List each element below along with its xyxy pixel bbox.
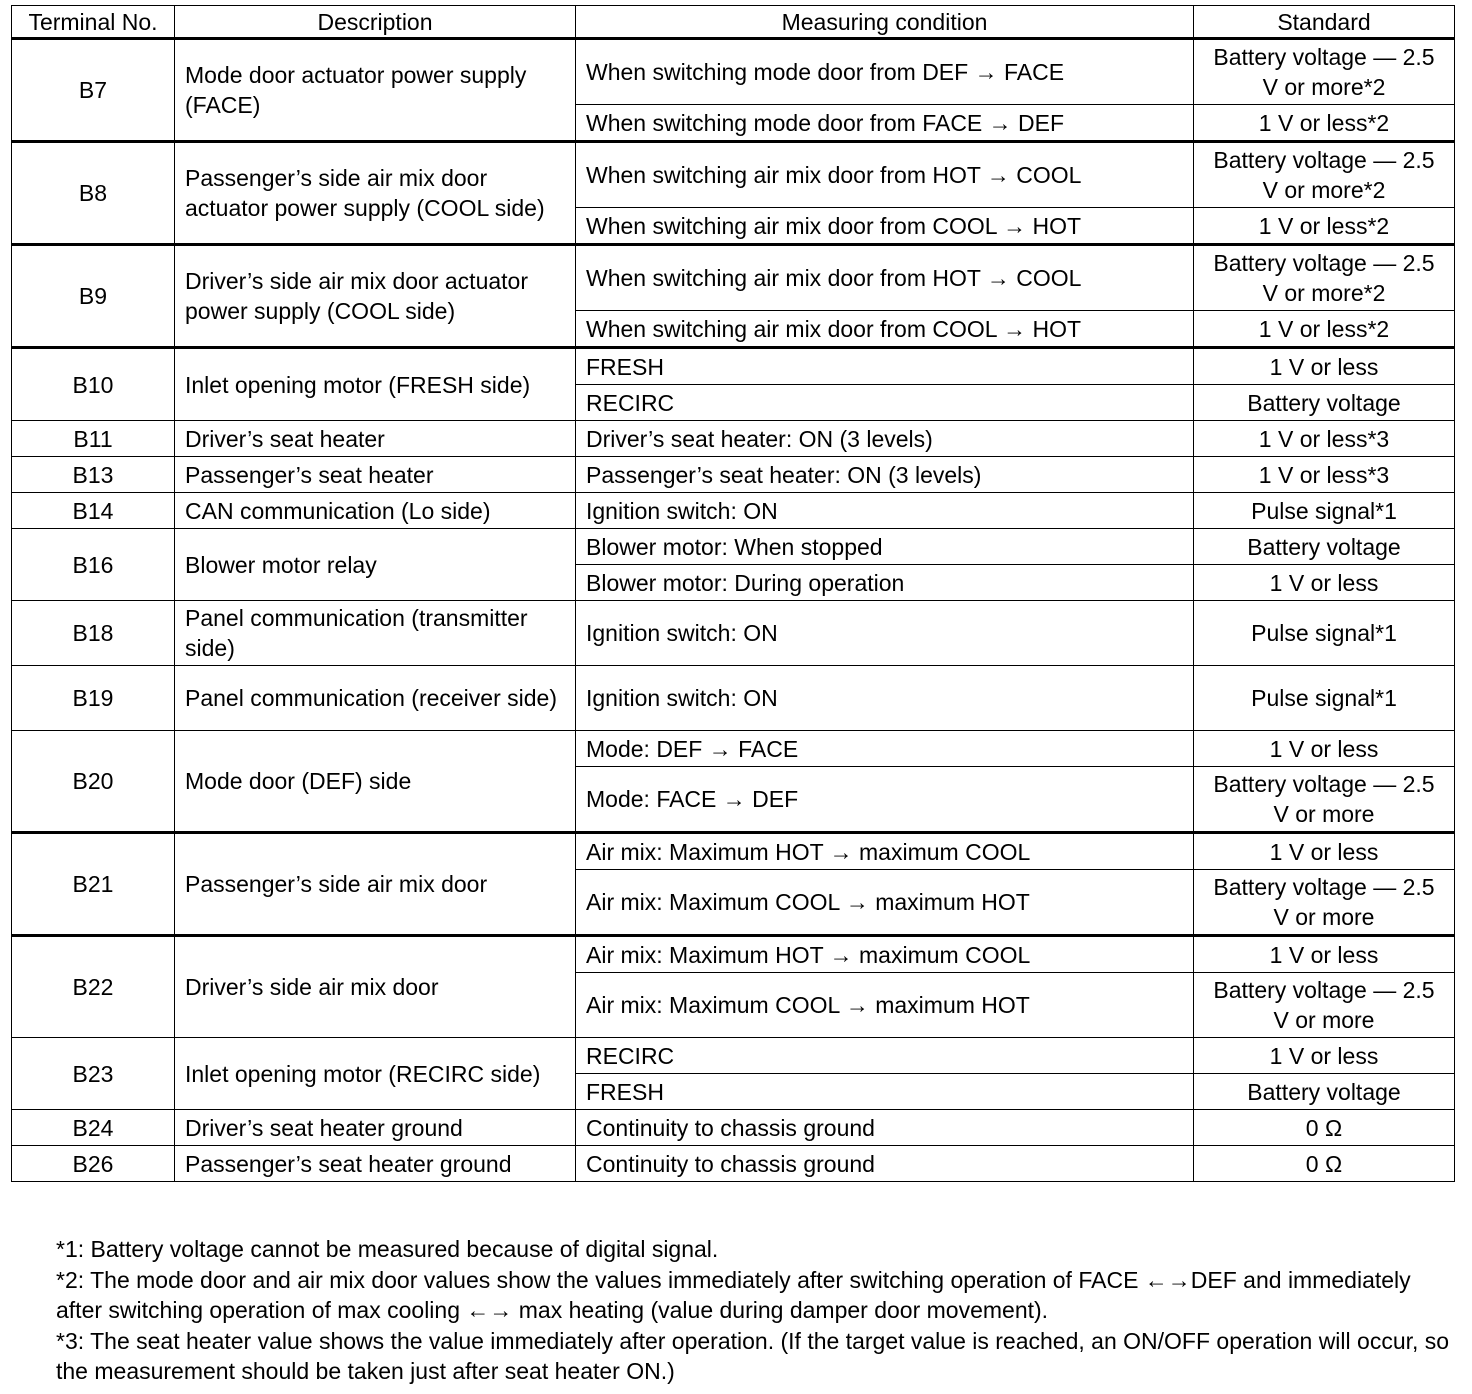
terminal-cell: B11: [12, 421, 175, 457]
terminal-cell: B21: [12, 833, 175, 936]
standard-cell: Pulse signal*1: [1194, 493, 1455, 529]
condition-cell: Air mix: Maximum HOT → maximum COOL: [576, 833, 1194, 870]
terminal-cell: B7: [12, 39, 175, 142]
description-cell: Panel communication (transmitter side): [175, 601, 576, 666]
description-cell: CAN communication (Lo side): [175, 493, 576, 529]
table-row: [12, 348, 1455, 385]
standard-cell: Battery voltage — 2.5 V or more*2: [1194, 245, 1455, 311]
condition-cell: Continuity to chassis ground: [576, 1146, 1194, 1182]
terminal-cell: B13: [12, 457, 175, 493]
table-row: [12, 493, 1455, 529]
terminal-cell: B19: [12, 666, 175, 731]
standard-cell: 1 V or less*3: [1194, 421, 1455, 457]
condition-cell: Ignition switch: ON: [576, 666, 1194, 731]
table-row: [12, 142, 1455, 208]
terminal-cell: B14: [12, 493, 175, 529]
condition-cell: When switching air mix door from COOL → HOT: [576, 311, 1194, 348]
table-row: [12, 39, 1455, 105]
condition-cell: FRESH: [576, 348, 1194, 385]
table-row: [12, 245, 1455, 311]
standard-cell: Pulse signal*1: [1194, 601, 1455, 666]
table-row: [12, 529, 1455, 565]
standard-cell: Battery voltage — 2.5 V or more: [1194, 973, 1455, 1038]
terminal-cell: B8: [12, 142, 175, 245]
table-row: [12, 457, 1455, 493]
table-row: [12, 1146, 1455, 1182]
header-standard: Standard: [1194, 6, 1455, 39]
condition-cell: Blower motor: During operation: [576, 565, 1194, 601]
footnote-3: *3: The seat heater value shows the value immediately after operation. (If the target value is reached, an ON/OFF operation will occur, so the measurement should be taken just after seat heater ON.): [56, 1327, 1450, 1384]
standard-cell: Battery voltage — 2.5 V or more*2: [1194, 142, 1455, 208]
condition-cell: Mode: DEF → FACE: [576, 731, 1194, 767]
table-row: [12, 833, 1455, 870]
header-row: [12, 6, 1455, 39]
standard-cell: Battery voltage: [1194, 385, 1455, 421]
condition-cell: RECIRC: [576, 385, 1194, 421]
standard-cell: 1 V or less: [1194, 1038, 1455, 1074]
condition-cell: Ignition switch: ON: [576, 601, 1194, 666]
header-description: Description: [175, 6, 576, 39]
standard-cell: 1 V or less: [1194, 936, 1455, 973]
condition-cell: Ignition switch: ON: [576, 493, 1194, 529]
table-row: [12, 1110, 1455, 1146]
description-cell: Passenger’s seat heater: [175, 457, 576, 493]
description-cell: Driver’s side air mix door: [175, 936, 576, 1038]
condition-cell: Mode: FACE → DEF: [576, 767, 1194, 833]
standard-cell: 1 V or less: [1194, 348, 1455, 385]
standard-cell: 1 V or less: [1194, 833, 1455, 870]
condition-cell: Air mix: Maximum COOL → maximum HOT: [576, 973, 1194, 1038]
description-cell: Passenger’s seat heater ground: [175, 1146, 576, 1182]
standard-cell: 1 V or less*2: [1194, 208, 1455, 245]
condition-cell: Passenger’s seat heater: ON (3 levels): [576, 457, 1194, 493]
terminal-cell: B18: [12, 601, 175, 666]
description-cell: Blower motor relay: [175, 529, 576, 601]
standard-cell: 0 Ω: [1194, 1146, 1455, 1182]
condition-cell: When switching air mix door from COOL → HOT: [576, 208, 1194, 245]
standard-cell: 1 V or less*2: [1194, 311, 1455, 348]
standard-cell: 1 V or less*3: [1194, 457, 1455, 493]
terminal-cell: B20: [12, 731, 175, 833]
description-cell: Passenger’s side air mix door actuator power supply (COOL side): [175, 142, 576, 245]
footnote-2: *2: The mode door and air mix door values show the values immediately after switching operation of FACE ←→DEF and immediately after switching operation of max cooling ←→ max heating (value during damper door movement).: [56, 1266, 1411, 1323]
footnote-1: *1: Battery voltage cannot be measured because of digital signal.: [56, 1236, 719, 1262]
description-cell: Driver’s side air mix door actuator power supply (COOL side): [175, 245, 576, 348]
terminal-cell: B24: [12, 1110, 175, 1146]
description-cell: Driver’s seat heater ground: [175, 1110, 576, 1146]
condition-cell: When switching mode door from FACE → DEF: [576, 105, 1194, 142]
description-cell: Panel communication (receiver side): [175, 666, 576, 731]
header-terminal: Terminal No.: [12, 6, 175, 39]
terminal-cell: B16: [12, 529, 175, 601]
standard-cell: Battery voltage — 2.5 V or more: [1194, 870, 1455, 936]
terminal-cell: B26: [12, 1146, 175, 1182]
description-cell: Mode door (DEF) side: [175, 731, 576, 833]
terminal-spec-table: [11, 5, 1455, 1182]
condition-cell: Air mix: Maximum HOT → maximum COOL: [576, 936, 1194, 973]
standard-cell: Pulse signal*1: [1194, 666, 1455, 731]
standard-cell: Battery voltage: [1194, 1074, 1455, 1110]
standard-cell: Battery voltage: [1194, 529, 1455, 565]
table-row: [12, 936, 1455, 973]
table-row: [12, 666, 1455, 731]
description-cell: Inlet opening motor (RECIRC side): [175, 1038, 576, 1110]
table-row: [12, 421, 1455, 457]
description-cell: Inlet opening motor (FRESH side): [175, 348, 576, 421]
table-row: [12, 731, 1455, 767]
description-cell: Driver’s seat heater: [175, 421, 576, 457]
description-cell: Mode door actuator power supply (FACE): [175, 39, 576, 142]
condition-cell: When switching air mix door from HOT → COOL: [576, 245, 1194, 311]
terminal-cell: B10: [12, 348, 175, 421]
standard-cell: Battery voltage — 2.5 V or more*2: [1194, 39, 1455, 105]
terminal-cell: B22: [12, 936, 175, 1038]
header-condition: Measuring condition: [576, 6, 1194, 39]
condition-cell: RECIRC: [576, 1038, 1194, 1074]
terminal-cell: B9: [12, 245, 175, 348]
condition-cell: Blower motor: When stopped: [576, 529, 1194, 565]
condition-cell: Driver’s seat heater: ON (3 levels): [576, 421, 1194, 457]
condition-cell: When switching air mix door from HOT → COOL: [576, 142, 1194, 208]
table-row: [12, 1038, 1455, 1074]
standard-cell: 1 V or less: [1194, 565, 1455, 601]
condition-cell: When switching mode door from DEF → FACE: [576, 39, 1194, 105]
table-row: [12, 601, 1455, 666]
standard-cell: 0 Ω: [1194, 1110, 1455, 1146]
standard-cell: 1 V or less*2: [1194, 105, 1455, 142]
terminal-cell: B23: [12, 1038, 175, 1110]
condition-cell: FRESH: [576, 1074, 1194, 1110]
condition-cell: Air mix: Maximum COOL → maximum HOT: [576, 870, 1194, 936]
condition-cell: Continuity to chassis ground: [576, 1110, 1194, 1146]
footnotes: [56, 1234, 1456, 1387]
standard-cell: Battery voltage — 2.5 V or more: [1194, 767, 1455, 833]
standard-cell: 1 V or less: [1194, 731, 1455, 767]
description-cell: Passenger’s side air mix door: [175, 833, 576, 936]
